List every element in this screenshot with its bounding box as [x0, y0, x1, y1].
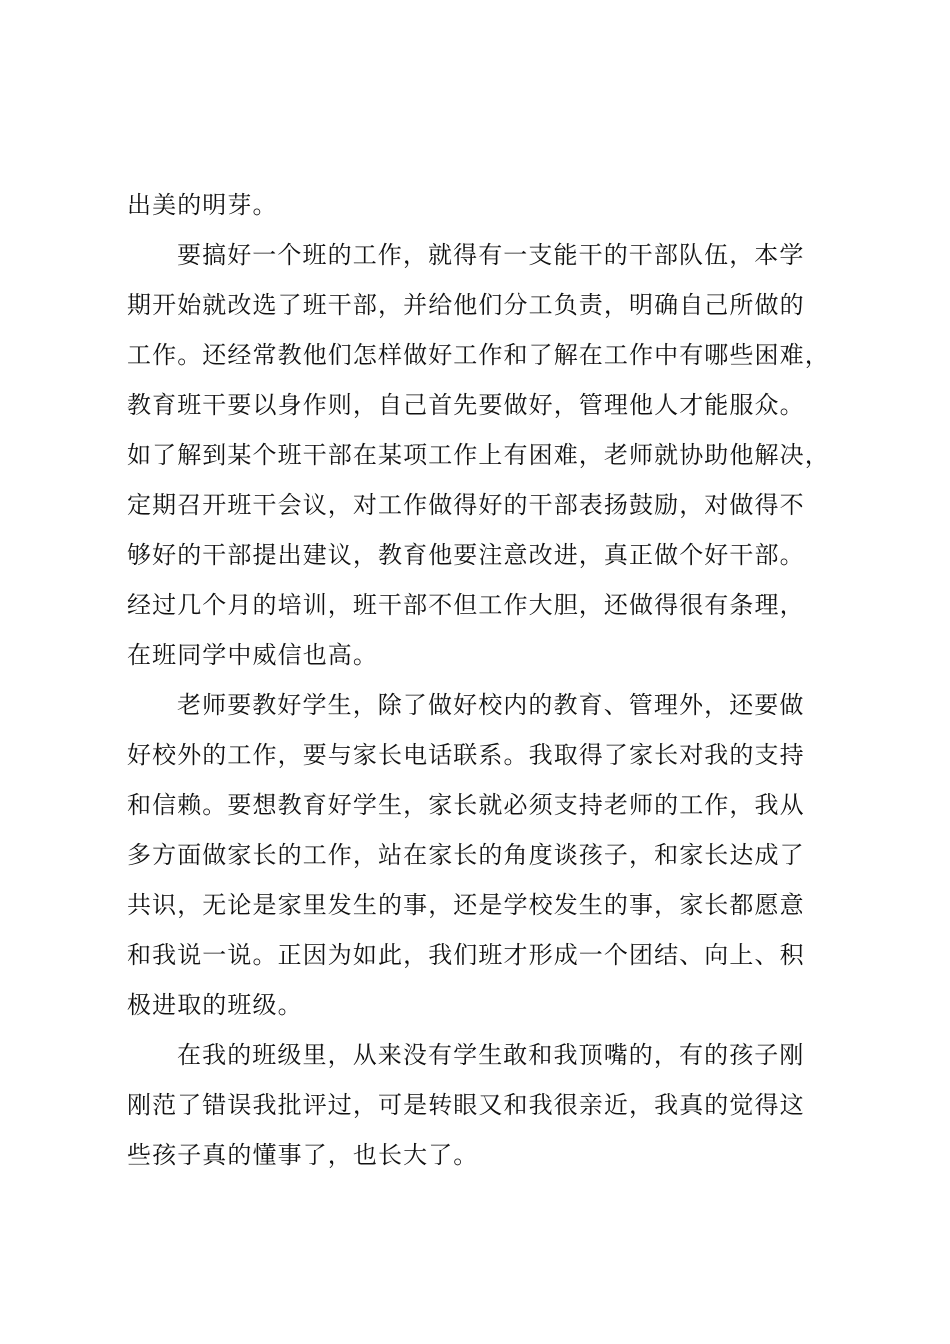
paragraph-3-line-2: 好校外的工作，要与家长电话联系。我取得了家长对我的支持: [127, 741, 805, 769]
paragraph-2-line-2: 期开始就改选了班干部，并给他们分工负责，明确自己所做的: [127, 291, 805, 319]
paragraph-4-line-1: 在我的班级里，从来没有学生敢和我顶嘴的，有的孩子刚: [177, 1041, 805, 1069]
paragraph-3-line-5: 共识，无论是家里发生的事，还是学校发生的事，家长都愿意: [127, 891, 805, 919]
paragraph-2-line-3: 工作。还经常教他们怎样做好工作和了解在工作中有哪些困难，: [127, 341, 830, 369]
paragraph-3-line-4: 多方面做家长的工作，站在家长的角度谈孩子，和家长达成了: [127, 841, 805, 869]
paragraph-2-line-5: 如了解到某个班干部在某项工作上有困难，老师就协助他解决，: [127, 441, 830, 469]
paragraph-3-line-1: 老师要教好学生，除了做好校内的教育、管理外，还要做: [177, 691, 805, 719]
paragraph-2-line-6: 定期召开班干会议，对工作做得好的干部表扬鼓励，对做得不: [127, 491, 805, 519]
paragraph-2-line-7: 够好的干部提出建议，教育他要注意改进，真正做个好干部。: [127, 541, 805, 569]
paragraph-2-line-9: 在班同学中威信也高。: [127, 641, 378, 669]
paragraph-3-line-3: 和信赖。要想教育好学生，家长就必须支持老师的工作，我从: [127, 791, 805, 819]
paragraph-2-line-4: 教育班干要以身作则，自己首先要做好，管理他人才能服众。: [127, 391, 805, 419]
paragraph-2-line-1: 要搞好一个班的工作，就得有一支能干的干部队伍，本学: [177, 241, 805, 269]
paragraph-3-line-7: 极进取的班级。: [127, 991, 303, 1019]
paragraph-3-line-6: 和我说一说。正因为如此，我们班才形成一个团结、向上、积: [127, 941, 805, 969]
paragraph-1-line-1: 出美的明芽。: [127, 191, 278, 219]
paragraph-2-line-8: 经过几个月的培训，班干部不但工作大胆，还做得很有条理，: [127, 591, 805, 619]
paragraph-4-line-2: 刚范了错误我批评过，可是转眼又和我很亲近，我真的觉得这: [127, 1091, 805, 1119]
paragraph-4-line-3: 些孩子真的懂事了，也长大了。: [127, 1141, 479, 1169]
